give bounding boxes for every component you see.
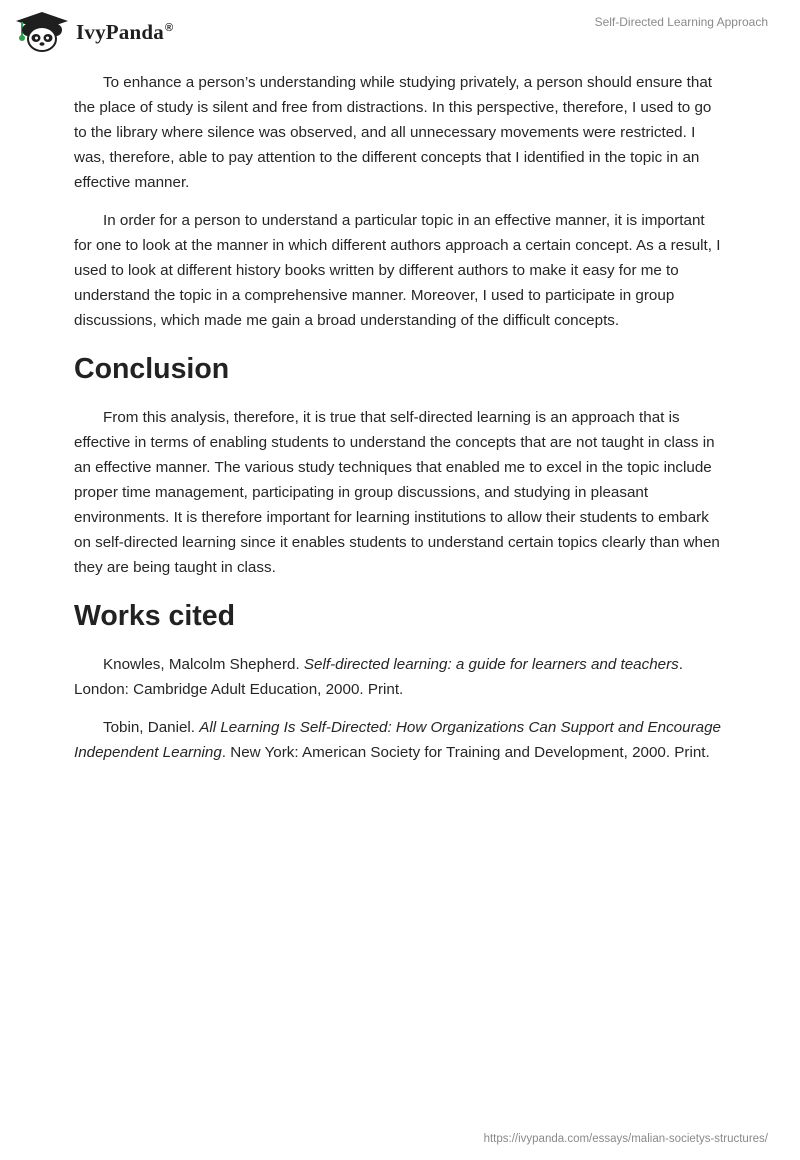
conclusion-heading: Conclusion: [74, 353, 230, 385]
citation-title: All Learning Is Self-Directed: How Organizations Can Support and Encourage Independent Learning: [74, 719, 721, 761]
conclusion-paragraph: From this analysis, therefore, it is true that self-directed learning is an approach that is effective in terms of enabling students to understand the concepts that are not taught in class in an effective manner. The various study techniques that enabled me to excel in the topic include proper time management, participating in group discussions, and studying in pleasant environments. It is therefore important for learning institutions to allow their students to embark on self-directed learning since it enables students to understand certain topics clearly than when they are being taught in class.: [74, 409, 720, 576]
page-header: [0, 0, 800, 60]
citation-title: Self-directed learning: a guide for learners and teachers: [303, 656, 679, 673]
citation-entry: Knowles, Malcolm Shepherd. Self-directed learning: a guide for learners and teachers. London: Cambridge Adult Education, 2000. Print.: [74, 656, 684, 698]
body-paragraph: To enhance a person’s understanding while studying privately, a person should ensure that the place of study is silent and free from distractions. In this perspective, therefore, I used to go to the library where silence was observed, and all unnecessary movements were restricted. I was, therefore, able to pay attention to the different concepts that I identified in the topic in an effective manner.: [74, 74, 713, 191]
citation-entry: Tobin, Daniel. All Learning Is Self-Directed: How Organizations Can Support and Encourage Independent Learning. New York: American Society for Training and Development, 2000. Print.: [74, 719, 721, 761]
ivypanda-logo[interactable]: [14, 10, 173, 52]
logo-wordmark: IvyPanda®: [76, 19, 174, 44]
body-paragraph: In order for a person to understand a particular topic in an effective manner, it is important for one to look at the manner in which different authors approach a certain concept. As a result, I used to look at different history books written by different authors to make it easy for me to understand the topic in a comprehensive manner. Moreover, I used to participate in group discussions, which made me gain a broad understanding of the difficult concepts.: [74, 212, 721, 329]
source-url[interactable]: https://ivypanda.com/essays/malian-societys-structures/: [483, 1133, 768, 1145]
panda-graduate-icon: [14, 10, 70, 52]
document-title: Self-Directed Learning Approach: [594, 15, 768, 29]
works-cited-heading: Works cited: [74, 600, 236, 632]
essay-content: [74, 70, 726, 778]
